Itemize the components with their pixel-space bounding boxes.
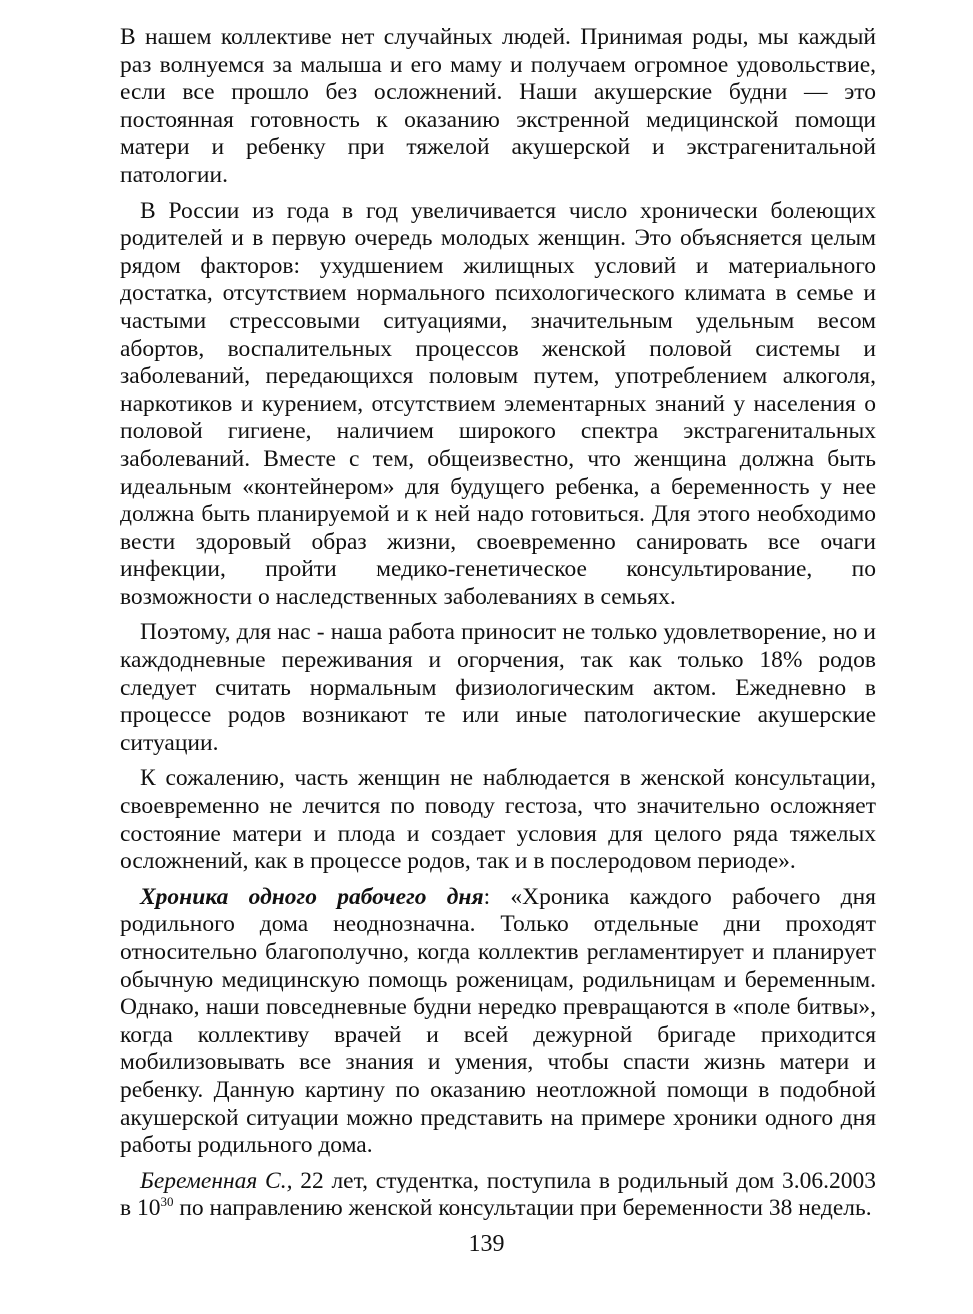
patient-label: Беременная С., xyxy=(140,1167,293,1194)
paragraph-womens-consultation: К сожалению, часть женщин не наблюдается в женской консультации, своевременно не лечится по поводу гестоза, что значительно осложняет состояние матери и плода и создает условия для целого ряда тяжелых осложнений, как в процессе родов, так и в послеродовом периоде». xyxy=(120,765,876,875)
patient-text-before-time: 22 лет, студентка, поступила в родильный дом 3.06.2003 в 10 xyxy=(120,1167,876,1222)
chronicle-text: : «Хроника каждого рабочего дня родильного дома неоднозначна. Только отдельные дни проходят относительно благополучно, когда коллектив регламентирует и планирует обычную медицинскую помощь роженицам, родильницам и беременным. Однако, наши повседневные будни нередко превращаются в «поле битвы», когда коллективу врачей и всей дежурной бригаде приходится мобилизовывать все знания и умения, чтобы спасти жизнь матери и ребенку. Данную картину по оказанию неотложной помощи в подобной акушерской ситуации можно представить на примере хроники одного дня работы родильного дома. xyxy=(120,883,876,1159)
paragraph-pregnant-patient xyxy=(120,1168,876,1223)
time-superscript: 30 xyxy=(160,1194,174,1210)
paragraph-chronicle xyxy=(120,884,876,1160)
page-body xyxy=(120,24,876,1231)
chronicle-heading: Хроника одного рабочего дня xyxy=(140,883,484,910)
paragraph-collective: В нашем коллективе нет случайных людей. Принимая роды, мы каждый раз волнуемся за малыша и его маму и получаем огромное удовольствие, если все прошло без осложнений. Наши акушерские будни — это постоянная готовность к оказанию экстренной медицинской помощи матери и ребенку при тяжелой акушерской и экстрагенитальной патологии. xyxy=(120,24,876,188)
paragraph-work-feelings: Поэтому, для нас - наша работа приносит не только удовлетворение, но и каждодневные переживания и огорчения, так как только 18% родов следует считать нормальным физиологическим актом. Ежедневно в процессе родов возникают те или иные патологические акушерские ситуации. xyxy=(120,619,876,756)
patient-text-after-time: по направлению женской консультации при беременности 38 недель. xyxy=(173,1195,872,1222)
page-number: 139 xyxy=(468,1231,505,1257)
paragraph-russia-chronic-illness: В России из года в год увеличивается число хронически болеющих родителей и в первую очередь молодых женщин. Это объясняется целым рядом факторов: ухудшением жилищных условий и материального достатка, отсутствием нормального психологического климата в семье и частыми стрессовыми ситуациями, значительным удельным весом абортов, воспалительных процессов женской половой системы и заболеваний, передающихся половым путем, употреблением алкоголя, наркотиков и курением, отсутствием элементарных знаний у населения о половой гигиене, наличием широкого спектра экстрагенитальных заболеваний. Вместе с тем, общеизвестно, что женщина должна быть идеальным «контейнером» для будущего ребенка, а беременность у нее должна быть планируемой и к ней надо готовиться. Для этого необходимо вести здоровый образ жизни, своевременно санировать все очаги инфекции, пройти медико-генетическое консультирование, по возможности о наследственных заболеваниях в семьях. xyxy=(120,197,876,610)
